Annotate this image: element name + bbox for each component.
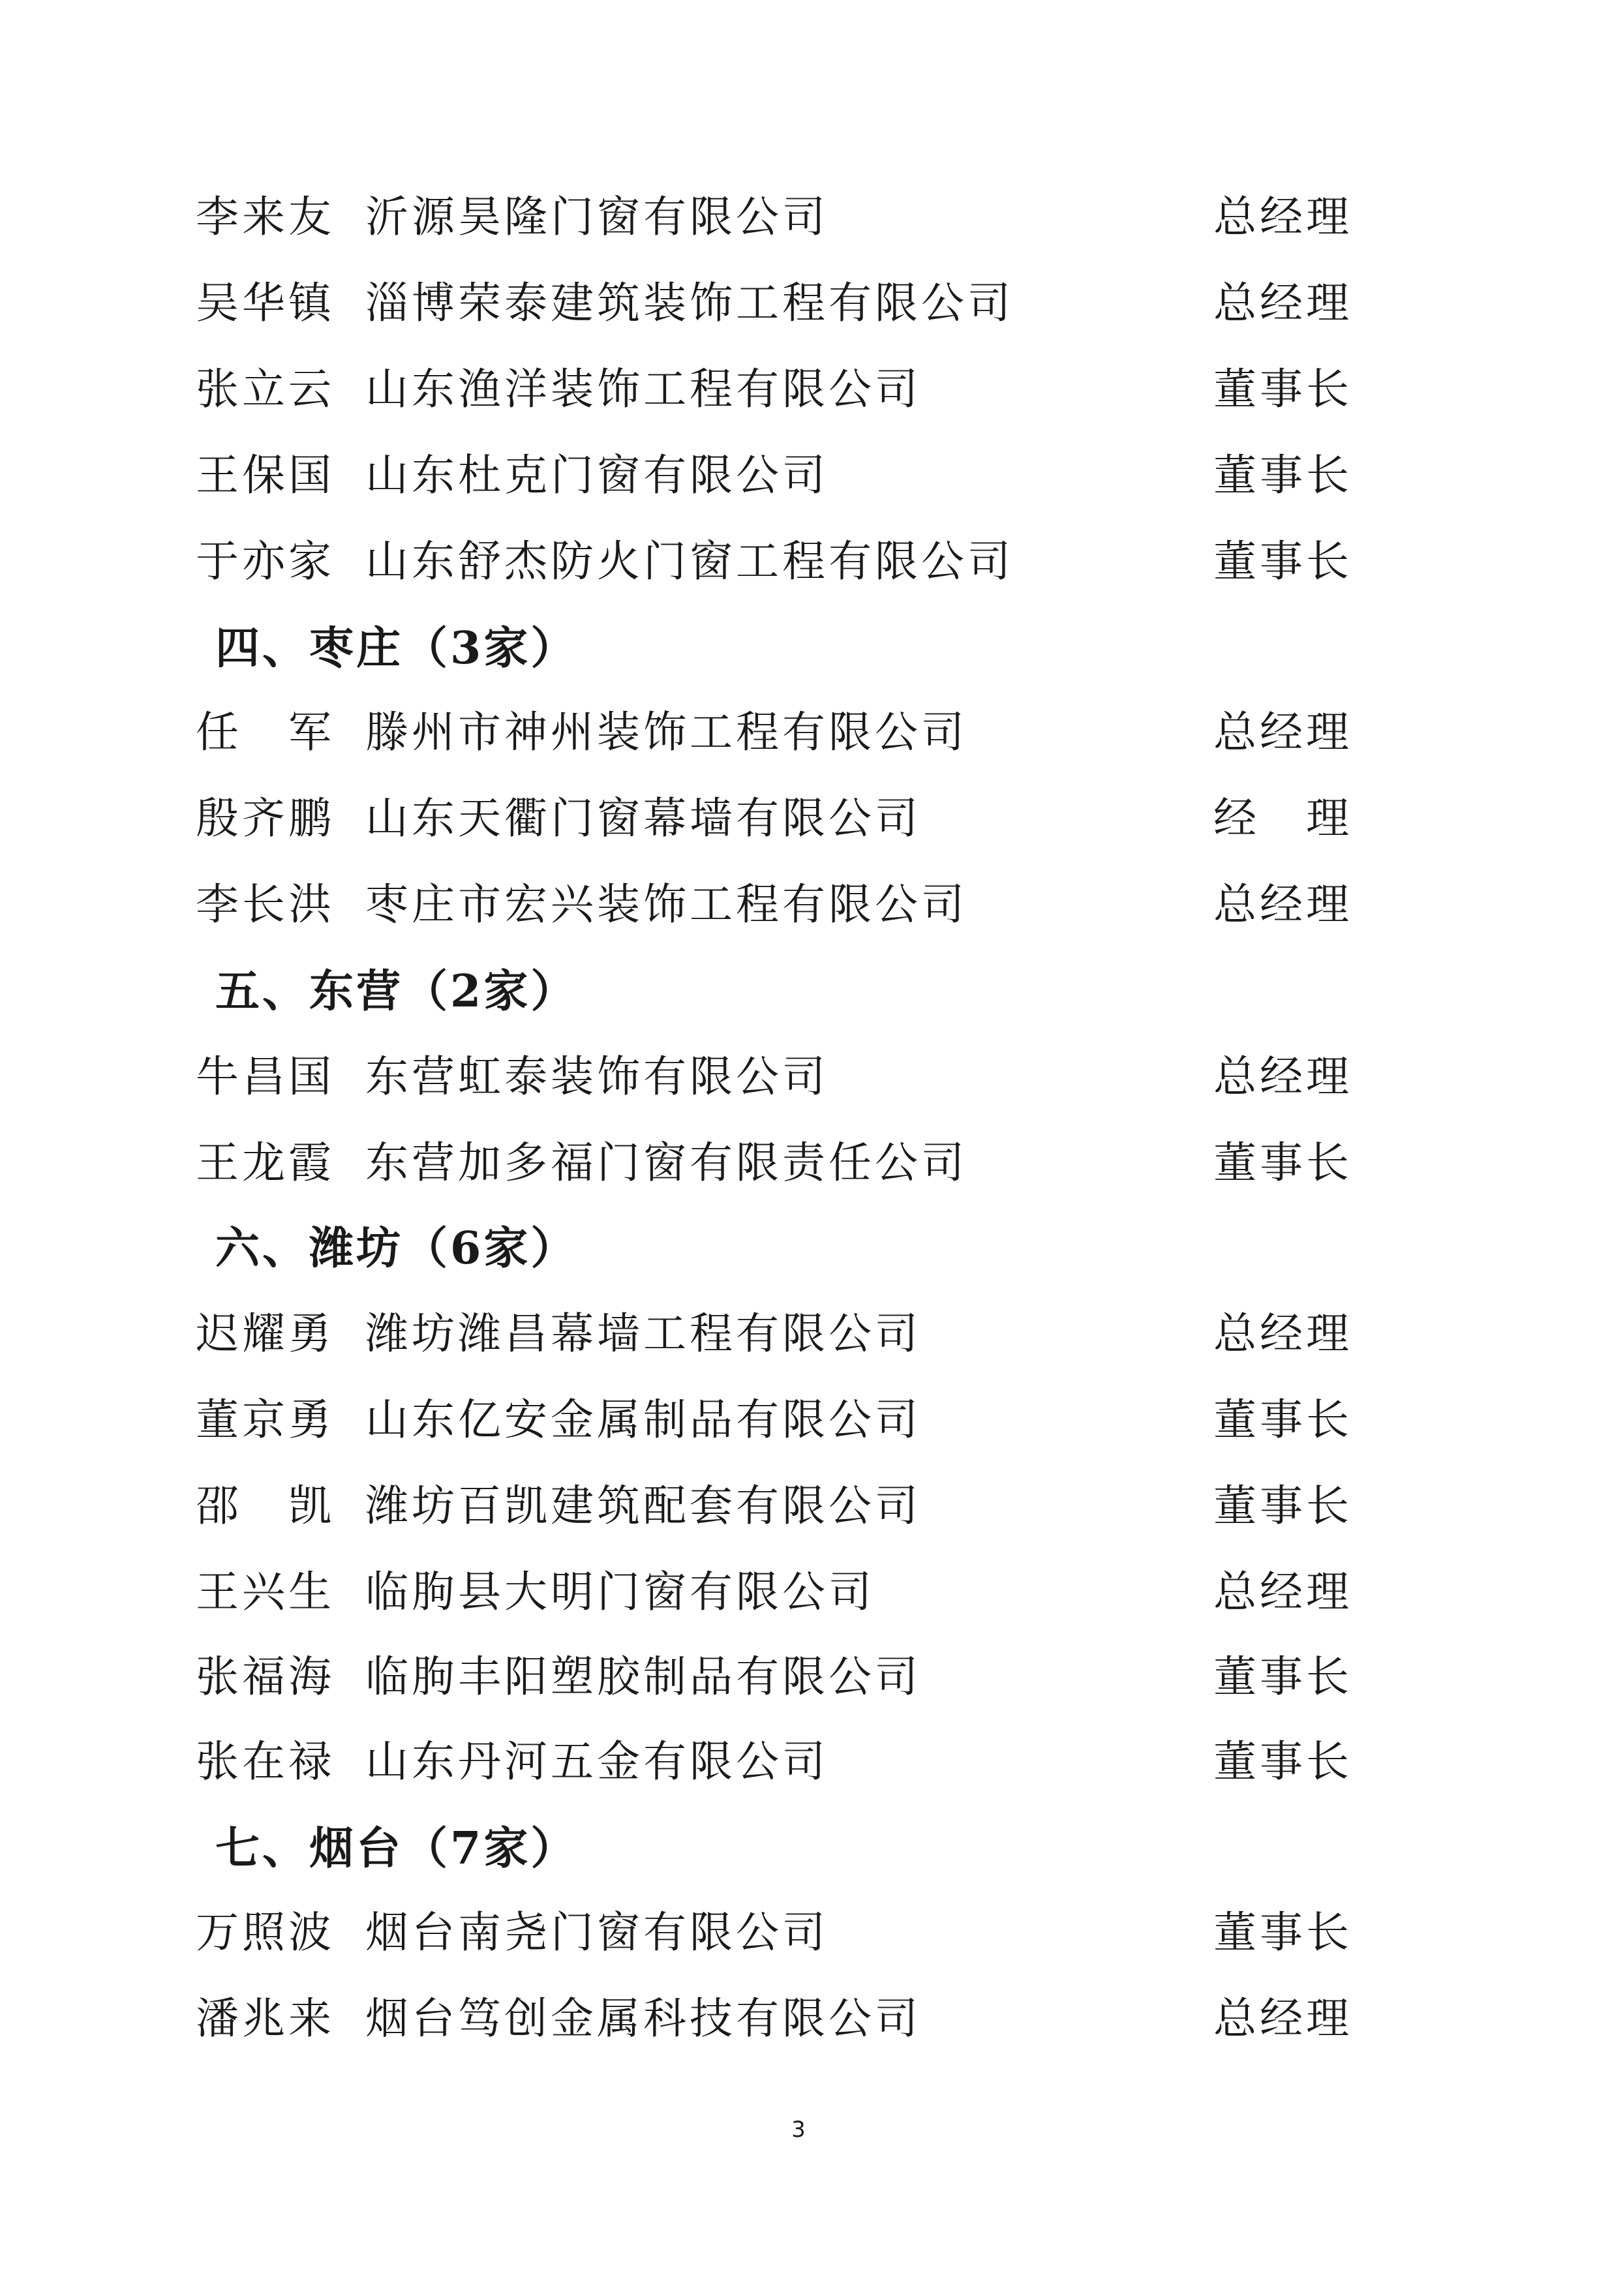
- company-name: 山东丹河五金有限公司: [365, 1736, 829, 1787]
- job-title: 董事长: [1213, 450, 1352, 500]
- job-title: 总经理: [1213, 1308, 1352, 1359]
- list-item: [0, 1138, 1597, 1220]
- company-name: 东营加多福门窗有限责任公司: [365, 1138, 967, 1188]
- job-title: 总经理: [1213, 192, 1352, 242]
- person-name: 殷齐鹏: [196, 793, 335, 843]
- person-name: 张福海: [196, 1652, 335, 1702]
- company-name: 山东舒杰防火门窗工程有限公司: [365, 536, 1014, 586]
- job-title: 总经理: [1213, 707, 1352, 757]
- section-heading-row: [0, 1222, 1597, 1305]
- company-name: 淄博荣泰建筑装饰工程有限公司: [365, 278, 1014, 328]
- list-item: [0, 1652, 1597, 1734]
- person-name: 李长洪: [196, 879, 335, 929]
- person-name: 张在禄: [196, 1736, 335, 1787]
- job-title: 总经理: [1213, 1051, 1352, 1102]
- section-heading-row: [0, 1822, 1597, 1905]
- job-title: 总经理: [1213, 1993, 1352, 2044]
- list-item: [0, 450, 1597, 532]
- list-item: [0, 1395, 1597, 1477]
- list-item: [0, 278, 1597, 360]
- list-item: [0, 1481, 1597, 1563]
- job-title: 总经理: [1213, 1567, 1352, 1617]
- person-name: 任 军: [196, 707, 335, 757]
- company-name: 潍坊百凯建筑配套有限公司: [365, 1481, 921, 1531]
- list-item: [0, 536, 1597, 618]
- job-title: 经 理: [1213, 793, 1352, 843]
- person-name: 张立云: [196, 364, 335, 414]
- person-name: 迟耀勇: [196, 1308, 335, 1359]
- person-name: 董京勇: [196, 1395, 335, 1445]
- list-item: [0, 1308, 1597, 1391]
- company-name: 山东渔洋装饰工程有限公司: [365, 364, 921, 414]
- company-name: 烟台笃创金属科技有限公司: [365, 1993, 921, 2044]
- job-title: 董事长: [1213, 1907, 1352, 1957]
- list-item: [0, 192, 1597, 274]
- company-name: 临朐县大明门窗有限公司: [365, 1567, 875, 1617]
- list-item: [0, 793, 1597, 875]
- company-name: 滕州市神州装饰工程有限公司: [365, 707, 967, 757]
- section-heading: 五、东营（2家）: [215, 965, 578, 1018]
- company-name: 潍坊潍昌幕墙工程有限公司: [365, 1308, 921, 1359]
- person-name: 王保国: [196, 450, 335, 500]
- person-name: 李来友: [196, 192, 335, 242]
- person-name: 王兴生: [196, 1567, 335, 1617]
- person-name: 吴华镇: [196, 278, 335, 328]
- list-item: [0, 879, 1597, 961]
- person-name: 王龙霞: [196, 1138, 335, 1188]
- job-title: 董事长: [1213, 1138, 1352, 1188]
- person-name: 牛昌国: [196, 1051, 335, 1102]
- company-name: 烟台南尧门窗有限公司: [365, 1907, 829, 1957]
- person-name: 万照波: [196, 1907, 335, 1957]
- section-heading: 六、潍坊（6家）: [215, 1222, 578, 1275]
- company-name: 山东亿安金属制品有限公司: [365, 1395, 921, 1445]
- company-name: 山东天衢门窗幕墙有限公司: [365, 793, 921, 843]
- section-heading-row: [0, 622, 1597, 704]
- page-number: 3: [791, 2117, 806, 2143]
- job-title: 董事长: [1213, 536, 1352, 586]
- job-title: 总经理: [1213, 278, 1352, 328]
- company-name: 东营虹泰装饰有限公司: [365, 1051, 829, 1102]
- job-title: 董事长: [1213, 1481, 1352, 1531]
- person-name: 邵 凯: [196, 1481, 335, 1531]
- company-name: 枣庄市宏兴装饰工程有限公司: [365, 879, 967, 929]
- company-name: 临朐丰阳塑胶制品有限公司: [365, 1652, 921, 1702]
- job-title: 董事长: [1213, 1652, 1352, 1702]
- company-name: 山东杜克门窗有限公司: [365, 450, 829, 500]
- person-name: 于亦家: [196, 536, 335, 586]
- section-heading: 七、烟台（7家）: [215, 1822, 578, 1875]
- section-heading: 四、枣庄（3家）: [215, 622, 578, 674]
- job-title: 总经理: [1213, 879, 1352, 929]
- list-item: [0, 1567, 1597, 1649]
- list-item: [0, 1736, 1597, 1819]
- list-item: [0, 1993, 1597, 2076]
- person-name: 潘兆来: [196, 1993, 335, 2044]
- list-item: [0, 364, 1597, 446]
- section-heading-row: [0, 965, 1597, 1048]
- list-item: [0, 707, 1597, 789]
- list-item: [0, 1907, 1597, 1989]
- company-name: 沂源昊隆门窗有限公司: [365, 192, 829, 242]
- job-title: 董事长: [1213, 364, 1352, 414]
- job-title: 董事长: [1213, 1736, 1352, 1787]
- job-title: 董事长: [1213, 1395, 1352, 1445]
- list-item: [0, 1051, 1597, 1134]
